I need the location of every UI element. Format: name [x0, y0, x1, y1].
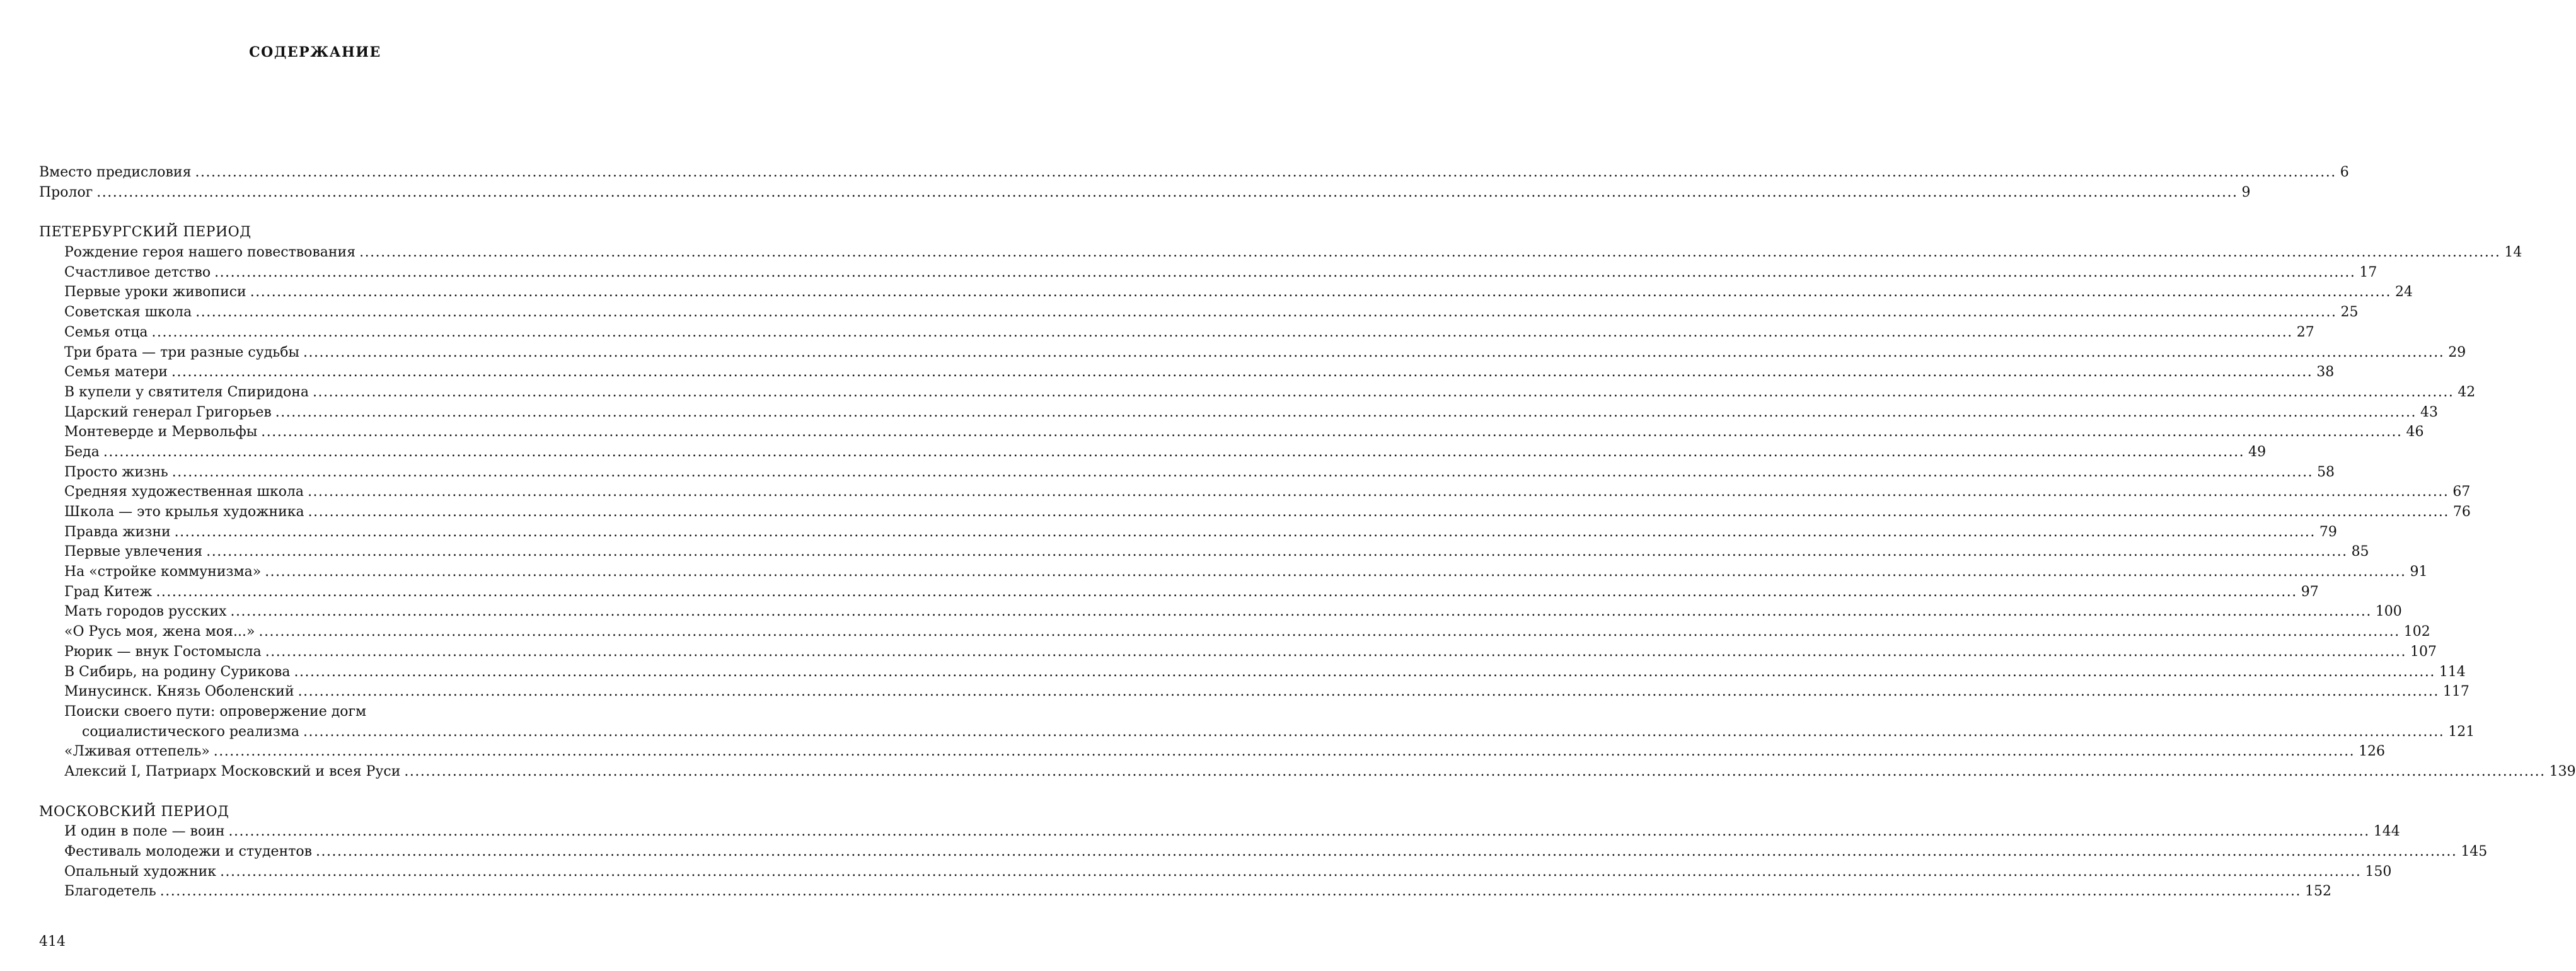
toc-entry-title: Просто жизнь	[64, 464, 168, 480]
toc-entry-page: 25	[2340, 304, 2359, 321]
toc-entry-title: Благодетель	[64, 883, 156, 900]
toc-entry	[39, 502, 2471, 522]
toc-entry-page: 117	[2442, 684, 2469, 700]
toc-entry-page: 107	[2410, 643, 2437, 660]
dot-leader: ................................................................................................................................................................................................................................................................................................................................................................................................................	[151, 324, 2293, 340]
toc-entry-title: «О Русь моя, жена моя...»	[64, 624, 255, 640]
toc-entry-title: Град Китеж	[64, 583, 153, 600]
toc-entry-page: 102	[2403, 624, 2430, 640]
toc-entry-page: 114	[2439, 664, 2466, 680]
toc-entry-title: Рюрик — внук Гостомысла	[64, 643, 262, 660]
toc-entry-title: В купели у святителя Спиридона	[64, 384, 309, 400]
toc-entry-title: Мать городов русских	[64, 604, 227, 620]
dot-leader: ................................................................................................................................................................................................................................................................................................................................................................................................................	[220, 863, 2362, 880]
toc-entry	[39, 302, 2359, 323]
toc-entry-title: Царский генерал Григорьев	[64, 404, 272, 420]
toc-entry-title: Пролог	[39, 184, 93, 200]
toc-entry-title: Первые увлечения	[64, 544, 203, 560]
toc-entry	[39, 622, 2430, 642]
dot-leader: ................................................................................................................................................................................................................................................................................................................................................................................................................	[294, 664, 2435, 680]
toc-entry	[39, 263, 2377, 283]
toc-entry	[39, 662, 2466, 682]
dot-leader: ................................................................................................................................................................................................................................................................................................................................................................................................................	[96, 184, 2238, 200]
dot-leader: ................................................................................................................................................................................................................................................................................................................................................................................................................	[228, 824, 2370, 840]
toc-entry	[39, 602, 2402, 622]
dot-leader: ................................................................................................................................................................................................................................................................................................................................................................................................................	[206, 544, 2348, 560]
toc-entry-page: 46	[2406, 424, 2424, 440]
toc-entry	[39, 562, 2428, 582]
toc-entry	[39, 323, 2314, 343]
dot-leader: ................................................................................................................................................................................................................................................................................................................................................................................................................	[303, 723, 2445, 740]
section-heading: МОСКОВСКИЙ ПЕРИОД	[39, 803, 229, 820]
toc-entry-page: 126	[2359, 744, 2386, 760]
toc-entry-page: 9	[2241, 184, 2251, 200]
toc-entry-page: 24	[2394, 284, 2413, 301]
dot-leader: ................................................................................................................................................................................................................................................................................................................................................................................................................	[171, 364, 2313, 381]
toc-entry-title: Опальный художник	[64, 863, 217, 880]
toc-entry-title: Правда жизни	[64, 524, 171, 540]
toc-entry-title: социалистического реализма	[82, 723, 300, 740]
toc-entry-page: 58	[2317, 464, 2335, 480]
toc-entry-page: 76	[2452, 504, 2471, 520]
dot-leader: ................................................................................................................................................................................................................................................................................................................................................................................................................	[159, 883, 2302, 900]
toc-entry-page: 49	[2248, 444, 2267, 460]
toc-entry-title: Минусинск. Князь Оболенский	[64, 684, 294, 700]
toc-entry-title: Рождение героя нашего повествования	[64, 244, 356, 261]
toc-entry-title: В Сибирь, на родину Сурикова	[64, 664, 291, 680]
dot-leader: ................................................................................................................................................................................................................................................................................................................................................................................................................	[174, 524, 2316, 540]
toc-entry-title: Фестиваль молодежи и студентов	[64, 844, 313, 859]
toc-entry	[39, 343, 2466, 363]
toc-entry-title: Три брата — три разные судьбы	[64, 344, 299, 360]
toc-entry-title: Беда	[64, 444, 100, 460]
toc-entry-page: 97	[2301, 583, 2319, 600]
toc-entry-title: Средняя художественная школа	[64, 484, 304, 500]
toc-entry	[39, 362, 2335, 382]
toc-entry	[39, 822, 2400, 842]
toc-entry	[39, 422, 2424, 442]
toc-entry-page: 79	[2319, 524, 2337, 540]
toc-entry-page: 29	[2448, 344, 2466, 360]
dot-leader: ................................................................................................................................................................................................................................................................................................................................................................................................................	[213, 744, 2355, 760]
toc-entry	[39, 183, 2251, 203]
toc-entry-page: 91	[2410, 564, 2428, 580]
toc-entry-page: 42	[2458, 384, 2476, 400]
toc-entry	[39, 282, 2413, 302]
dot-leader: ................................................................................................................................................................................................................................................................................................................................................................................................................	[261, 424, 2403, 440]
toc-entry-title: На «стройке коммунизма»	[64, 564, 262, 580]
toc-entry-page: 85	[2351, 544, 2369, 560]
page-number: 414	[39, 934, 66, 950]
toc-entry	[39, 522, 2337, 543]
toc-entry-page: 152	[2305, 883, 2332, 900]
toc-entry	[39, 722, 2475, 742]
dot-leader: ................................................................................................................................................................................................................................................................................................................................................................................................................	[214, 264, 2356, 280]
toc-entry-title: Монтеверде и Мервольфы	[64, 424, 258, 440]
toc-entry-title: Советская школа	[64, 304, 192, 321]
dot-leader: ................................................................................................................................................................................................................................................................................................................................................................................................................	[316, 844, 2458, 859]
toc-entry-title: Вместо предисловия	[39, 164, 192, 180]
dot-leader: ................................................................................................................................................................................................................................................................................................................................................................................................................	[195, 164, 2336, 180]
toc-entry	[39, 163, 2349, 183]
toc-entry	[39, 642, 2437, 662]
dot-leader: ................................................................................................................................................................................................................................................................................................................................................................................................................	[404, 763, 2546, 779]
dot-leader: ................................................................................................................................................................................................................................................................................................................................................................................................................	[258, 624, 2400, 640]
toc-entry	[39, 403, 2438, 423]
toc-entry-title: Поиски своего пути: опровержение догм	[64, 703, 367, 720]
table-of-contents	[39, 163, 2576, 902]
toc-entry	[39, 842, 2488, 862]
dot-leader: ................................................................................................................................................................................................................................................................................................................................................................................................................	[265, 643, 2407, 660]
dot-leader: ................................................................................................................................................................................................................................................................................................................................................................................................................	[103, 444, 2245, 460]
dot-leader: ................................................................................................................................................................................................................................................................................................................................................................................................................	[308, 504, 2449, 520]
toc-entry	[39, 742, 2386, 762]
dot-leader: ................................................................................................................................................................................................................................................................................................................................................................................................................	[250, 284, 2391, 301]
dot-leader: ................................................................................................................................................................................................................................................................................................................................................................................................................	[359, 244, 2501, 261]
toc-entry	[39, 482, 2471, 502]
toc-entry-page: 150	[2365, 863, 2392, 880]
toc-entry-page: 17	[2359, 264, 2377, 280]
toc-entry-page: 121	[2448, 723, 2475, 740]
dot-leader: ................................................................................................................................................................................................................................................................................................................................................................................................................	[308, 484, 2449, 500]
toc-entry-title: Семья матери	[64, 364, 168, 381]
toc-entry	[39, 862, 2392, 882]
toc-entry	[39, 463, 2335, 483]
toc-entry	[39, 542, 2369, 562]
toc-entry-page: 144	[2373, 824, 2400, 840]
dot-leader: ................................................................................................................................................................................................................................................................................................................................................................................................................	[230, 604, 2372, 620]
toc-entry	[39, 882, 2332, 902]
page-title: СОДЕРЖАНИЕ	[249, 44, 381, 60]
section-heading: ПЕТЕРБУРГСКИЙ ПЕРИОД	[39, 224, 251, 241]
toc-entry	[39, 762, 2576, 782]
toc-entry	[39, 442, 2267, 463]
dot-leader: ................................................................................................................................................................................................................................................................................................................................................................................................................	[275, 404, 2417, 420]
toc-entry-page: 14	[2504, 244, 2522, 261]
dot-leader: ................................................................................................................................................................................................................................................................................................................................................................................................................	[156, 583, 2297, 600]
toc-entry-page: 6	[2340, 164, 2349, 180]
toc-entry-title: Первые уроки живописи	[64, 284, 246, 301]
toc-entry-page: 43	[2420, 404, 2438, 420]
dot-leader: ................................................................................................................................................................................................................................................................................................................................................................................................................	[303, 344, 2445, 360]
dot-leader: ................................................................................................................................................................................................................................................................................................................................................................................................................	[195, 304, 2337, 321]
toc-entry-page: 27	[2296, 324, 2314, 340]
dot-leader: ................................................................................................................................................................................................................................................................................................................................................................................................................	[313, 384, 2454, 400]
toc-entry-title: И один в поле — воин	[64, 824, 225, 840]
toc-entry-page: 67	[2452, 484, 2471, 500]
toc-entry-page: 100	[2375, 604, 2402, 620]
toc-entry	[39, 582, 2319, 602]
toc-entry-page: 139	[2549, 763, 2576, 779]
toc-entry-page: 145	[2461, 844, 2488, 859]
dot-leader: ................................................................................................................................................................................................................................................................................................................................................................................................................	[171, 464, 2314, 480]
toc-entry	[39, 243, 2522, 263]
toc-entry-page: 38	[2316, 364, 2335, 381]
toc-entry-title: Семья отца	[64, 324, 148, 340]
toc-entry-title: «Лживая оттепель»	[64, 744, 210, 760]
dot-leader: ................................................................................................................................................................................................................................................................................................................................................................................................................	[265, 564, 2406, 580]
toc-entry-title: Счастливое детство	[64, 264, 211, 280]
toc-entry	[39, 682, 2469, 702]
toc-entry-title: Алексий I, Патриарх Московский и всея Руси	[64, 763, 401, 779]
toc-entry-title: Школа — это крылья художника	[64, 504, 304, 520]
toc-entry	[39, 382, 2476, 403]
dot-leader: ................................................................................................................................................................................................................................................................................................................................................................................................................	[297, 684, 2439, 700]
